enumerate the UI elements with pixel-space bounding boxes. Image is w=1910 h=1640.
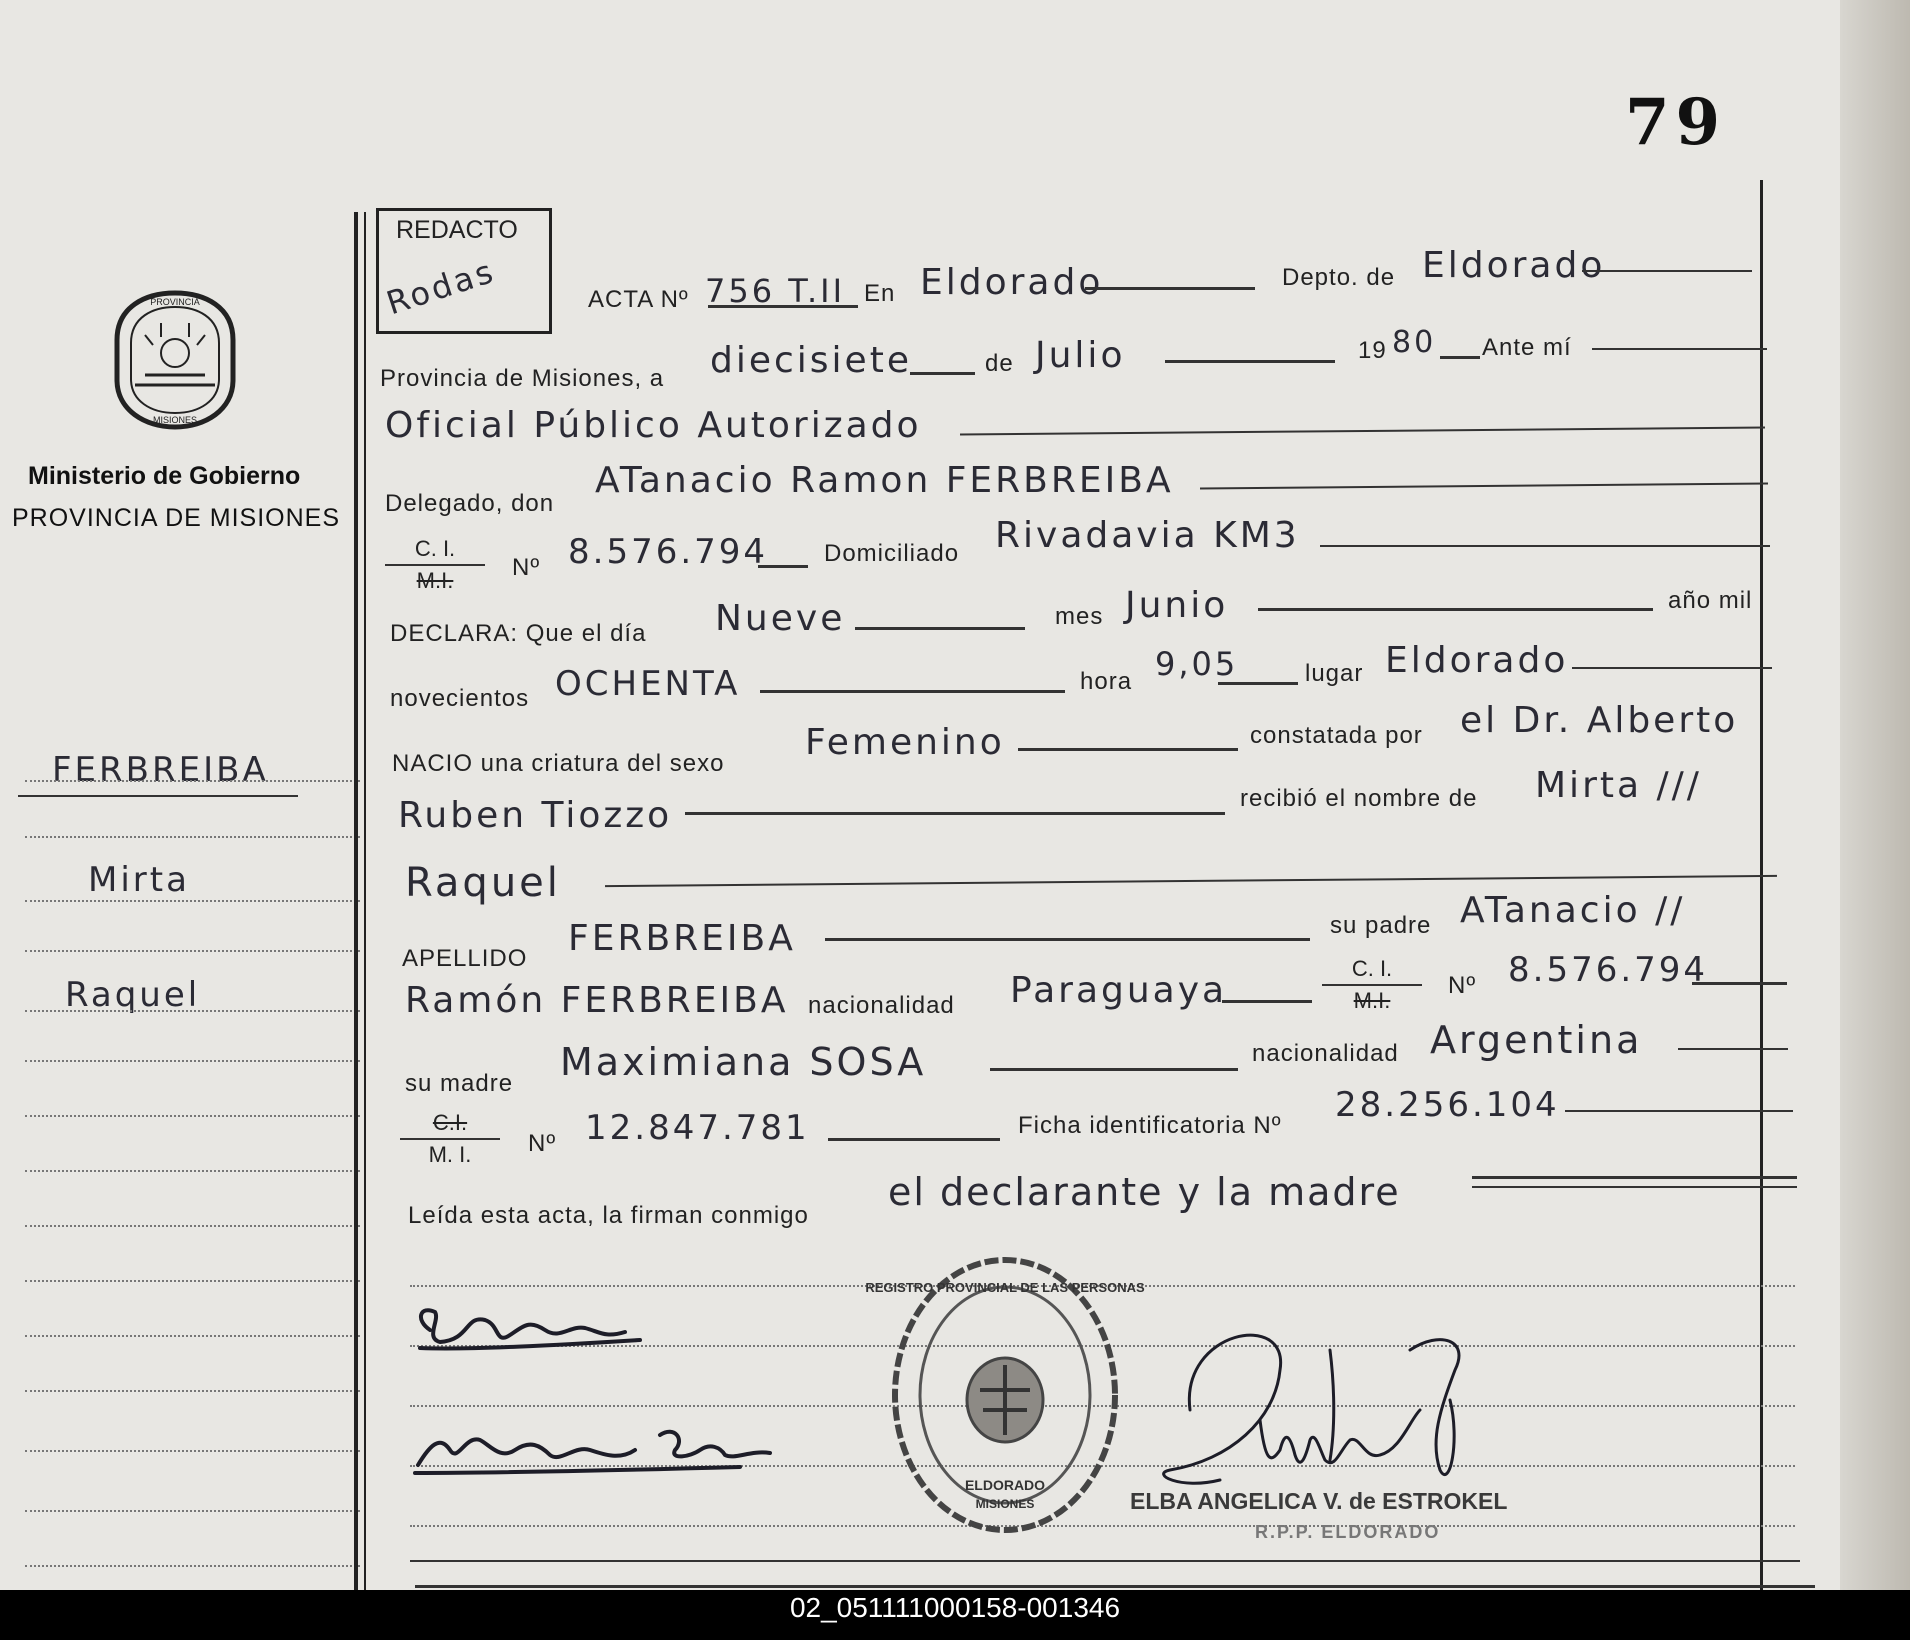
apellido-label: APELLIDO — [402, 945, 528, 972]
delegado-ci-value: 8.576.794 — [568, 532, 769, 572]
margin-dotted-line — [25, 1170, 360, 1172]
padre-no-label: Nº — [1448, 972, 1477, 999]
provincial-seal-icon — [105, 285, 245, 435]
constatada-cont-line — [685, 812, 1225, 815]
padre-mi-struck-label: M.I. — [1353, 988, 1391, 1013]
delegado-value: ATanacio Ramon FERBREIBA — [595, 460, 1174, 501]
margin-dotted-line — [25, 1335, 360, 1337]
firmantes-value: el declarante y la madre — [888, 1170, 1401, 1214]
hora-label: hora — [1080, 668, 1133, 695]
en-line — [1085, 287, 1255, 290]
novecientos-label: novecientos — [390, 685, 530, 712]
padre-ci-label: C. I. — [1351, 956, 1393, 981]
declara-label: DECLARA: Que el día — [390, 620, 647, 647]
dia-value: diecisiete — [710, 340, 912, 381]
lugar-line — [1572, 667, 1772, 669]
form-border-left — [354, 212, 358, 1590]
margin-dotted-line — [25, 836, 360, 838]
padre-ci-value: 8.576.794 — [1508, 950, 1709, 990]
domicilio-line — [1320, 545, 1770, 547]
signature-ferreira — [410, 1290, 650, 1370]
margin-dotted-line — [25, 950, 360, 952]
recibio-label: recibió el nombre de — [1240, 785, 1478, 812]
official-sub: R.P.P. ELDORADO — [1255, 1522, 1441, 1542]
nacionalidad-madre-label: nacionalidad — [1252, 1040, 1399, 1067]
mes-acta-line — [1165, 360, 1335, 363]
hora-value: 9,05 — [1155, 645, 1239, 683]
margin-dotted-line — [25, 1010, 360, 1012]
madre-line — [990, 1068, 1238, 1071]
mes-nac-line — [1258, 608, 1653, 611]
acta-number: 756 T.II — [705, 272, 846, 310]
form-border-right — [1760, 180, 1763, 1590]
madre-no-label: Nº — [528, 1130, 557, 1157]
hora-line — [1218, 682, 1298, 685]
page-edge — [1840, 0, 1910, 1590]
sexo-value: Femenino — [805, 722, 1005, 763]
margin-dotted-line — [25, 1060, 360, 1062]
delegado-no-label: Nº — [512, 554, 541, 581]
margin-dotted-line — [25, 1280, 360, 1282]
padre-nac-value: Paraguaya — [1010, 970, 1228, 1011]
stamp-ring-text: REGISTRO PROVINCIAL DE LAS PERSONAS — [865, 1280, 1145, 1295]
constatada-value: el Dr. Alberto — [1460, 700, 1739, 741]
margin-second-name: Raquel — [65, 975, 201, 1015]
form-border-left-inner — [364, 212, 366, 1590]
madre-value: Maximiana SOSA — [560, 1040, 927, 1084]
madre-ci-struck-label: C.I. — [432, 1110, 468, 1135]
madre-mi-line — [828, 1138, 1000, 1141]
madre-mi-fraction — [400, 1110, 500, 1168]
nacionalidad-padre-label: nacionalidad — [808, 992, 955, 1019]
firmantes-line — [1472, 1176, 1797, 1179]
ministry-name: Ministerio de Gobierno — [28, 462, 301, 490]
depto-line — [1582, 270, 1752, 272]
delegado-ci-line — [758, 565, 808, 568]
apellido-value: FERBREIBA — [568, 918, 796, 959]
mes-acta-value: Julio — [1035, 335, 1126, 376]
ficha-line — [1565, 1110, 1793, 1112]
ci-label: C. I. — [414, 536, 456, 561]
anio-nac-line — [760, 690, 1065, 693]
padre-value: ATanacio // — [1460, 890, 1686, 931]
redacto-value: Rodas — [381, 251, 501, 323]
constatada-cont-value: Ruben Tiozzo — [398, 795, 673, 836]
mes-nac-label: mes — [1055, 603, 1104, 630]
domiciliado-label: Domiciliado — [824, 540, 960, 567]
lugar-value: Eldorado — [1385, 640, 1569, 681]
en-value: Eldorado — [920, 262, 1104, 303]
ante-mi-line — [1592, 348, 1767, 350]
stamp-inner-text-2: MISIONES — [975, 1497, 1035, 1511]
registry-stamp — [865, 1250, 1145, 1540]
delegado-label: Delegado, don — [385, 490, 555, 517]
acta-label: ACTA Nº — [588, 286, 689, 313]
margin-dotted-line — [25, 780, 360, 782]
margin-dotted-line — [25, 1225, 360, 1227]
nombre-cont-value: Raquel — [405, 860, 561, 906]
year-line — [1440, 356, 1480, 359]
en-label: En — [864, 280, 896, 307]
constatada-label: constatada por — [1250, 722, 1423, 749]
official-name: ELBA ANGELICA V. de ESTROKEL — [1130, 1488, 1508, 1514]
oficial-value: Oficial Público Autorizado — [385, 405, 922, 446]
anio-nac-value: OCHENTA — [555, 664, 741, 704]
stamp-inner-text-1: ELDORADO — [964, 1477, 1046, 1493]
dia-nac-value: Nueve — [715, 598, 846, 639]
bottom-rule — [410, 1560, 1800, 1562]
seal-text-bottom: MISIONES — [152, 415, 198, 425]
depto-label: Depto. de — [1282, 264, 1396, 291]
mes-nac-value: Junio — [1125, 585, 1229, 626]
lugar-label: lugar — [1305, 660, 1364, 687]
padre-ci-line — [1692, 982, 1787, 985]
dia-line — [910, 372, 975, 375]
leida-label: Leída esta acta, la firman conmigo — [408, 1202, 809, 1229]
seal-text-top: PROVINCIA — [150, 297, 200, 307]
margin-first-name: Mirta — [88, 860, 190, 900]
year-value: 80 — [1392, 325, 1437, 360]
padre-ci-fraction — [1322, 956, 1422, 1014]
ficha-label: Ficha identificatoria Nº — [1018, 1112, 1282, 1139]
page-number: 79 — [1625, 85, 1727, 160]
nacio-label: NACIO una criatura del sexo — [392, 750, 725, 777]
signature-maximiana-sosa — [410, 1405, 790, 1485]
ficha-value: 28.256.104 — [1335, 1085, 1560, 1125]
nombre-value: Mirta /// — [1535, 765, 1702, 806]
margin-line — [18, 795, 298, 797]
dia-nac-line — [855, 627, 1025, 630]
margin-dotted-line — [25, 1115, 360, 1117]
acta-line — [708, 305, 858, 308]
domicilio-value: Rivadavia KM3 — [995, 515, 1300, 556]
year-prefix: 19 — [1358, 337, 1387, 364]
anio-mil-label: año mil — [1668, 587, 1753, 614]
redacto-label: REDACTO — [396, 216, 518, 244]
mi-struck-label: M.I. — [416, 568, 454, 593]
margin-dotted-line — [25, 1450, 360, 1452]
ante-mi-label: Ante mí — [1482, 334, 1572, 361]
margin-dotted-line — [25, 1510, 360, 1512]
firmantes-line-2 — [1472, 1186, 1797, 1188]
image-caption: 02_051111000158-001346 — [789, 1592, 1121, 1623]
madre-mi-value: 12.847.781 — [585, 1108, 810, 1148]
madre-nac-line — [1678, 1048, 1788, 1050]
margin-dotted-line — [25, 1390, 360, 1392]
margin-dotted-line — [25, 900, 360, 902]
ci-mi-fraction — [385, 536, 485, 594]
apellido-line — [825, 938, 1310, 941]
padre-nac-line — [1222, 1000, 1312, 1003]
madre-mi-label: M. I. — [428, 1142, 472, 1167]
margin-dotted-line — [25, 1565, 360, 1567]
madre-nac-value: Argentina — [1430, 1018, 1643, 1062]
sexo-line — [1018, 748, 1238, 751]
de-label: de — [985, 350, 1014, 377]
province-name: PROVINCIA DE MISIONES — [12, 504, 341, 532]
padre-cont-value: Ramón FERBREIBA — [405, 980, 789, 1021]
provincia-label: Provincia de Misiones, a — [380, 365, 665, 392]
su-padre-label: su padre — [1330, 912, 1432, 939]
depto-value: Eldorado — [1422, 245, 1606, 286]
margin-surname: FERBREIBA — [52, 750, 269, 790]
su-madre-label: su madre — [405, 1070, 514, 1097]
bottom-rule-2 — [415, 1585, 1815, 1588]
